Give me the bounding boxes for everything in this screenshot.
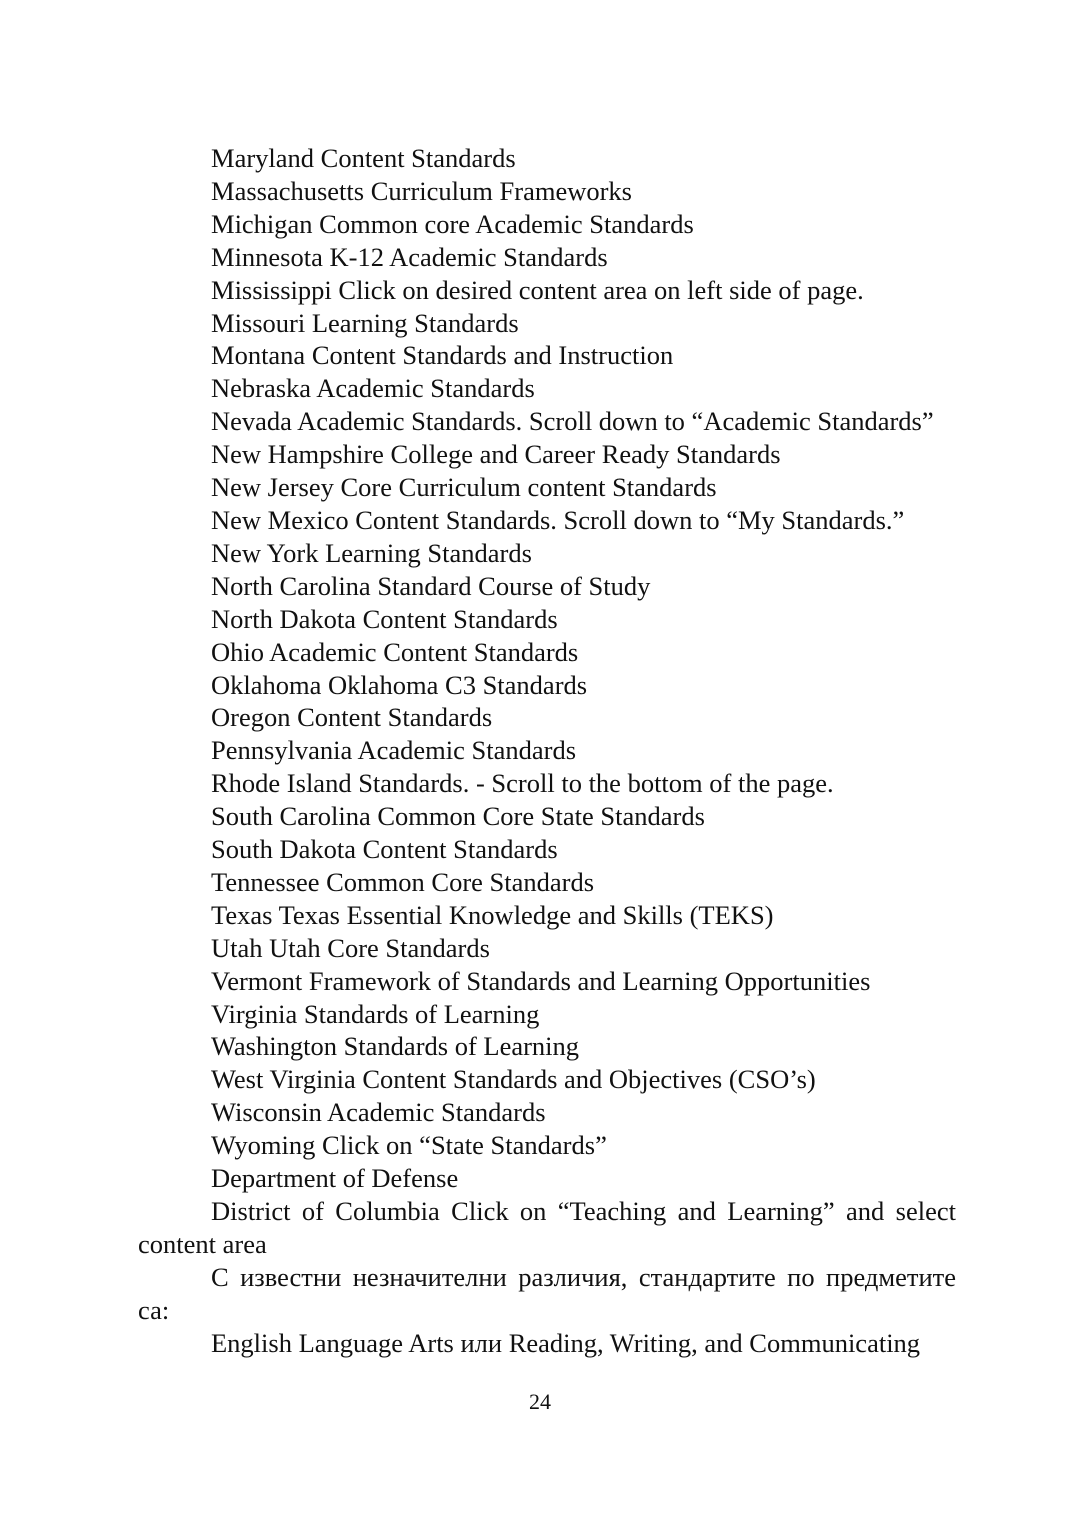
list-item: Oklahoma Oklahoma C3 Standards <box>211 669 588 700</box>
list-item: Wisconsin Academic Standards <box>211 1097 546 1128</box>
last-line: English Language Arts или Reading, Writing, and Communicating <box>211 1327 921 1358</box>
list-item: North Dakota Content Standards <box>211 603 558 634</box>
list-item: Wyoming Click on “State Standards” <box>211 1130 607 1161</box>
standards-list <box>138 142 956 1195</box>
list-item: Tennessee Common Core Standards <box>211 866 595 897</box>
list-item: Michigan Common core Academic Standards <box>211 208 694 239</box>
list-item: Missouri Learning Standards <box>211 307 519 338</box>
list-item: Washington Standards of Learning <box>211 1031 580 1062</box>
list-item: South Dakota Content Standards <box>211 834 558 865</box>
list-item: Maryland Content Standards <box>211 143 516 173</box>
list-item: West Virginia Content Standards and Objectives (CSO’s) <box>211 1064 816 1095</box>
list-item: Texas Texas Essential Knowledge and Skills (TEKS) <box>211 899 774 930</box>
list-item: North Carolina Standard Course of Study <box>211 570 651 601</box>
list-item: Minnesota K-12 Academic Standards <box>211 241 608 272</box>
list-item: Montana Content Standards and Instruction <box>211 340 674 371</box>
list-item: Nevada Academic Standards. Scroll down to “Academic Standards” <box>211 406 934 437</box>
list-item: Pennsylvania Academic Standards <box>211 735 577 766</box>
list-item: Department of Defense <box>211 1163 459 1194</box>
list-item: New Mexico Content Standards. Scroll down to “My Standards.” <box>211 504 905 535</box>
list-item: Nebraska Academic Standards <box>211 373 535 404</box>
list-item: New York Learning Standards <box>211 537 532 568</box>
list-item: New Jersey Core Curriculum content Standards <box>211 472 717 503</box>
list-item: Mississippi Click on desired content area on left side of page. <box>211 274 864 305</box>
page-number: 24 <box>529 1389 551 1414</box>
list-item: South Carolina Common Core State Standards <box>211 801 705 832</box>
bulgarian-paragraph: С известни незначителни различия, стандартите по предметите са: <box>138 1261 956 1325</box>
list-item: Massachusetts Curriculum Frameworks <box>211 175 632 206</box>
list-item: New Hampshire College and Career Ready Standards <box>211 439 781 470</box>
body-text <box>138 142 956 1360</box>
district-paragraph: District of Columbia Click on “Teaching and Learning” and select content area <box>138 1196 956 1259</box>
list-item: Ohio Academic Content Standards <box>211 636 579 667</box>
list-item: Oregon Content Standards <box>211 702 493 733</box>
list-item: Virginia Standards of Learning <box>211 998 540 1029</box>
list-item: Rhode Island Standards. - Scroll to the bottom of the page. <box>211 768 834 799</box>
list-item: Utah Utah Core Standards <box>211 932 490 963</box>
list-item: Vermont Framework of Standards and Learning Opportunities <box>211 965 871 996</box>
